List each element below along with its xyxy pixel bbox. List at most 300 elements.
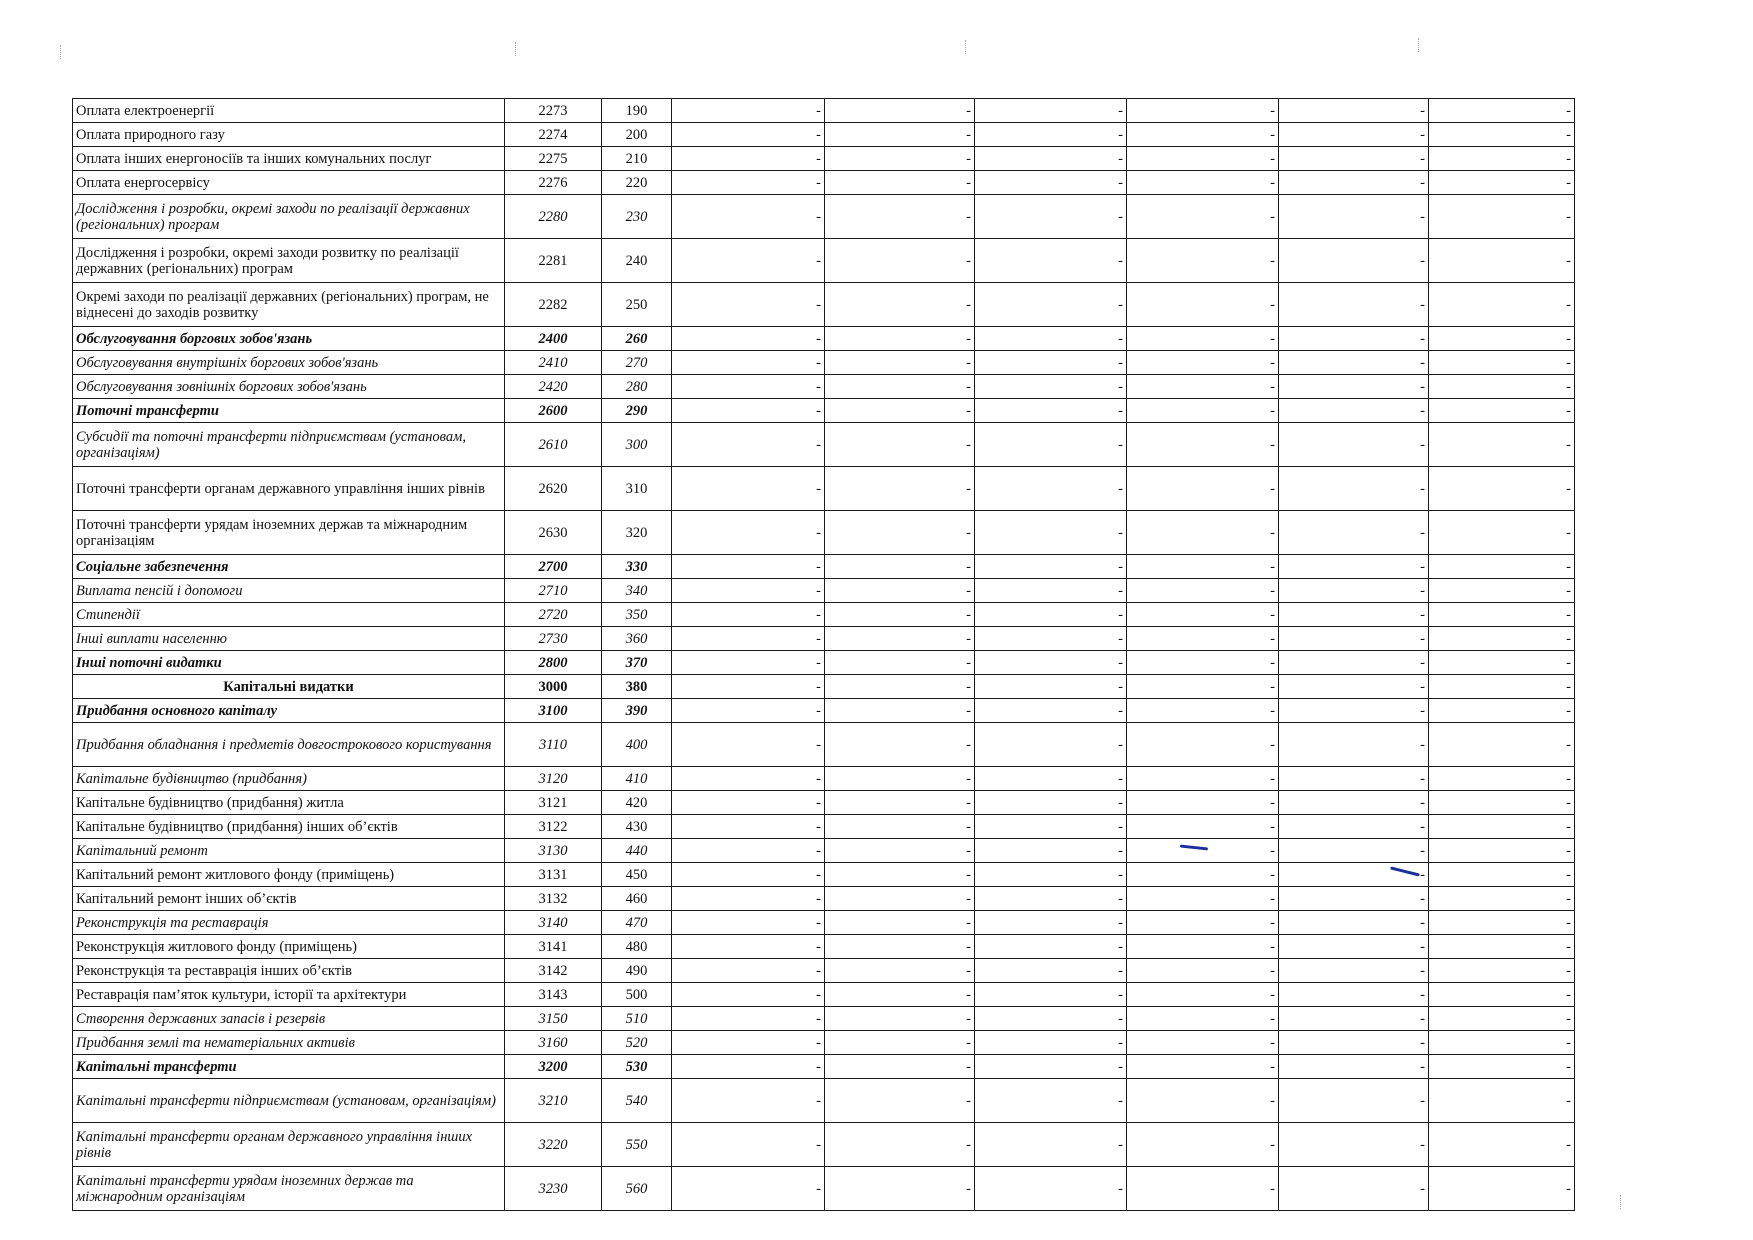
value-cell: - [825,959,975,983]
value-cell: - [825,815,975,839]
value-cell: - [975,99,1127,123]
row-line-cell: 230 [602,195,672,239]
value-cell: - [1127,1079,1279,1123]
value-cell: - [672,1079,825,1123]
value-cell: - [1429,815,1575,839]
value-cell: - [1127,171,1279,195]
row-code-cell: 2730 [505,627,602,651]
row-code-cell: 3131 [505,863,602,887]
value-cell: - [1429,983,1575,1007]
row-name-cell: Стипендії [73,603,505,627]
row-name-cell: Придбання основного капіталу [73,699,505,723]
value-cell: - [1279,195,1429,239]
value-cell: - [1429,887,1575,911]
table-row [73,983,1575,1007]
value-cell: - [1127,839,1279,863]
value-cell: - [975,887,1127,911]
value-cell: - [825,887,975,911]
value-cell: - [1127,675,1279,699]
table-row [73,911,1575,935]
row-code-cell: 2281 [505,239,602,283]
value-cell: - [825,1123,975,1167]
row-line-cell: 410 [602,767,672,791]
row-line-cell: 470 [602,911,672,935]
table-row [73,791,1575,815]
value-cell: - [825,699,975,723]
row-name-cell: Реставрація пам’яток культури, історії та архітектури [73,983,505,1007]
value-cell: - [1127,327,1279,351]
row-line-cell: 390 [602,699,672,723]
value-cell: - [672,99,825,123]
row-name-cell: Капітальні трансферти підприємствам (установам, організаціям) [73,1079,505,1123]
row-line-cell: 560 [602,1167,672,1211]
table-row [73,467,1575,511]
table-row [73,1123,1575,1167]
row-line-cell: 520 [602,1031,672,1055]
value-cell: - [1127,887,1279,911]
value-cell: - [825,375,975,399]
value-cell: - [975,555,1127,579]
value-cell: - [825,627,975,651]
value-cell: - [1279,815,1429,839]
value-cell: - [1429,699,1575,723]
value-cell: - [672,767,825,791]
value-cell: - [1429,675,1575,699]
value-cell: - [1279,1123,1429,1167]
value-cell: - [672,699,825,723]
row-name-cell: Обслуговування внутрішніх боргових зобов'язань [73,351,505,375]
value-cell: - [825,327,975,351]
value-cell: - [1127,351,1279,375]
value-cell: - [825,423,975,467]
row-code-cell: 3110 [505,723,602,767]
row-name-cell: Інші поточні видатки [73,651,505,675]
row-line-cell: 190 [602,99,672,123]
value-cell: - [1279,579,1429,603]
value-cell: - [975,983,1127,1007]
value-cell: - [1127,123,1279,147]
value-cell: - [825,675,975,699]
value-cell: - [1429,1079,1575,1123]
value-cell: - [1279,555,1429,579]
value-cell: - [1127,959,1279,983]
value-cell: - [1127,511,1279,555]
row-code-cell: 2600 [505,399,602,423]
value-cell: - [672,603,825,627]
value-cell: - [672,1007,825,1031]
row-name-cell: Капітальне будівництво (придбання) інших об’єктів [73,815,505,839]
value-cell: - [672,1167,825,1211]
value-cell: - [672,887,825,911]
row-line-cell: 480 [602,935,672,959]
row-line-cell: 370 [602,651,672,675]
value-cell: - [1127,1123,1279,1167]
value-cell: - [1429,911,1575,935]
value-cell: - [1429,467,1575,511]
value-cell: - [825,195,975,239]
value-cell: - [975,935,1127,959]
value-cell: - [1429,171,1575,195]
value-cell: - [1279,699,1429,723]
row-code-cell: 2710 [505,579,602,603]
table-row [73,1031,1575,1055]
value-cell: - [1279,863,1429,887]
value-cell: - [975,863,1127,887]
value-cell: - [1279,627,1429,651]
value-cell: - [825,839,975,863]
value-cell: - [1429,767,1575,791]
value-cell: - [1127,1167,1279,1211]
row-name-cell: Соціальне забезпечення [73,555,505,579]
value-cell: - [975,375,1127,399]
value-cell: - [825,767,975,791]
value-cell: - [1279,839,1429,863]
table-row [73,1055,1575,1079]
value-cell: - [1279,791,1429,815]
value-cell: - [975,147,1127,171]
row-name-cell: Реконструкція та реставрація інших об’єктів [73,959,505,983]
value-cell: - [672,627,825,651]
value-cell: - [672,351,825,375]
value-cell: - [1279,239,1429,283]
value-cell: - [672,239,825,283]
value-cell: - [1429,579,1575,603]
row-code-cell: 3230 [505,1167,602,1211]
row-code-cell: 2700 [505,555,602,579]
table-row [73,351,1575,375]
row-line-cell: 440 [602,839,672,863]
row-code-cell: 2280 [505,195,602,239]
value-cell: - [672,791,825,815]
row-code-cell: 3132 [505,887,602,911]
value-cell: - [672,327,825,351]
table-row [73,1079,1575,1123]
row-name-cell: Окремі заходи по реалізації державних (регіональних) програм, не віднесені до заходів розвитку [73,283,505,327]
value-cell: - [1429,239,1575,283]
value-cell: - [1429,1055,1575,1079]
table-row [73,327,1575,351]
row-line-cell: 200 [602,123,672,147]
value-cell: - [975,283,1127,327]
row-line-cell: 350 [602,603,672,627]
value-cell: - [672,1055,825,1079]
value-cell: - [1127,239,1279,283]
row-code-cell: 3150 [505,1007,602,1031]
value-cell: - [1127,555,1279,579]
row-name-cell: Оплата електроенергії [73,99,505,123]
value-cell: - [1279,675,1429,699]
value-cell: - [975,767,1127,791]
row-code-cell: 3120 [505,767,602,791]
value-cell: - [1127,375,1279,399]
value-cell: - [825,579,975,603]
value-cell: - [975,423,1127,467]
table-row [73,935,1575,959]
value-cell: - [975,675,1127,699]
value-cell: - [672,375,825,399]
value-cell: - [672,283,825,327]
value-cell: - [825,1007,975,1031]
value-cell: - [975,1007,1127,1031]
value-cell: - [672,1031,825,1055]
row-code-cell: 3000 [505,675,602,699]
value-cell: - [1127,699,1279,723]
value-cell: - [825,99,975,123]
table-body [73,99,1575,1211]
row-code-cell: 2282 [505,283,602,327]
value-cell: - [672,959,825,983]
value-cell: - [1429,511,1575,555]
row-name-cell: Оплата природного газу [73,123,505,147]
value-cell: - [1429,423,1575,467]
value-cell: - [825,1031,975,1055]
value-cell: - [975,579,1127,603]
table-row [73,171,1575,195]
value-cell: - [1429,863,1575,887]
value-cell: - [672,815,825,839]
value-cell: - [975,1055,1127,1079]
expenditure-table [72,98,1575,1211]
value-cell: - [975,511,1127,555]
value-cell: - [1429,627,1575,651]
value-cell: - [825,1079,975,1123]
row-line-cell: 360 [602,627,672,651]
value-cell: - [1279,147,1429,171]
table-row [73,887,1575,911]
value-cell: - [1279,351,1429,375]
row-name-cell: Поточні трансферти органам державного управління інших рівнів [73,467,505,511]
row-name-cell: Обслуговування зовнішніх боргових зобов'язань [73,375,505,399]
table-row [73,555,1575,579]
value-cell: - [1429,1007,1575,1031]
table-row [73,1167,1575,1211]
row-line-cell: 310 [602,467,672,511]
value-cell: - [1127,283,1279,327]
row-name-cell: Капітальне будівництво (придбання) житла [73,791,505,815]
value-cell: - [975,791,1127,815]
row-line-cell: 500 [602,983,672,1007]
table-row [73,675,1575,699]
row-line-cell: 510 [602,1007,672,1031]
value-cell: - [975,699,1127,723]
row-name-cell: Капітальні трансферти органам державного управління інших рівнів [73,1123,505,1167]
value-cell: - [975,327,1127,351]
row-name-cell: Придбання землі та нематеріальних активів [73,1031,505,1055]
value-cell: - [1127,579,1279,603]
value-cell: - [1279,723,1429,767]
value-cell: - [975,627,1127,651]
table-row [73,863,1575,887]
value-cell: - [1279,767,1429,791]
value-cell: - [1279,1167,1429,1211]
value-cell: - [672,511,825,555]
row-line-cell: 320 [602,511,672,555]
table-row [73,399,1575,423]
value-cell: - [975,651,1127,675]
value-cell: - [1279,423,1429,467]
value-cell: - [1127,791,1279,815]
value-cell: - [1429,959,1575,983]
row-name-cell: Капітальний ремонт інших об’єктів [73,887,505,911]
row-code-cell: 2276 [505,171,602,195]
value-cell: - [1127,147,1279,171]
row-name-cell: Реконструкція житлового фонду (приміщень) [73,935,505,959]
row-code-cell: 3121 [505,791,602,815]
row-code-cell: 3140 [505,911,602,935]
value-cell: - [1279,1055,1429,1079]
value-cell: - [1429,1123,1575,1167]
value-cell: - [975,1079,1127,1123]
row-line-cell: 420 [602,791,672,815]
value-cell: - [1279,1031,1429,1055]
table-row [73,123,1575,147]
table-row [73,195,1575,239]
value-cell: - [1127,1007,1279,1031]
row-line-cell: 290 [602,399,672,423]
value-cell: - [672,983,825,1007]
value-cell: - [825,935,975,959]
row-name-cell: Капітальні трансферти [73,1055,505,1079]
value-cell: - [1127,99,1279,123]
value-cell: - [672,123,825,147]
table-row [73,423,1575,467]
row-line-cell: 530 [602,1055,672,1079]
row-code-cell: 3122 [505,815,602,839]
row-name-cell: Виплата пенсій і допомоги [73,579,505,603]
value-cell: - [1127,935,1279,959]
value-cell: - [1127,467,1279,511]
row-code-cell: 2274 [505,123,602,147]
value-cell: - [1429,723,1575,767]
value-cell: - [975,603,1127,627]
row-line-cell: 550 [602,1123,672,1167]
row-line-cell: 340 [602,579,672,603]
value-cell: - [1429,603,1575,627]
value-cell: - [825,555,975,579]
value-cell: - [1429,327,1575,351]
table-row [73,511,1575,555]
value-cell: - [1429,791,1575,815]
value-cell: - [1279,959,1429,983]
row-line-cell: 490 [602,959,672,983]
value-cell: - [1429,935,1575,959]
value-cell: - [975,815,1127,839]
value-cell: - [1127,627,1279,651]
value-cell: - [1279,123,1429,147]
value-cell: - [825,1167,975,1211]
row-line-cell: 450 [602,863,672,887]
value-cell: - [672,171,825,195]
row-code-cell: 2410 [505,351,602,375]
value-cell: - [672,579,825,603]
value-cell: - [1279,1079,1429,1123]
table-row [73,147,1575,171]
table-row [73,283,1575,327]
value-cell: - [1127,911,1279,935]
row-name-cell: Субсидії та поточні трансферти підприємствам (установам, організаціям) [73,423,505,467]
value-cell: - [975,351,1127,375]
value-cell: - [1127,863,1279,887]
value-cell: - [672,911,825,935]
table-row [73,767,1575,791]
row-code-cell: 3210 [505,1079,602,1123]
table-row [73,699,1575,723]
table-row [73,99,1575,123]
row-name-cell: Оплата енергосервісу [73,171,505,195]
value-cell: - [1429,283,1575,327]
row-code-cell: 3141 [505,935,602,959]
row-name-cell: Капітальний ремонт [73,839,505,863]
value-cell: - [825,723,975,767]
row-name-cell: Капітальні трансферти урядам іноземних держав та міжнародним організаціям [73,1167,505,1211]
table-row [73,815,1575,839]
value-cell: - [825,467,975,511]
value-cell: - [1127,195,1279,239]
row-line-cell: 540 [602,1079,672,1123]
row-code-cell: 3160 [505,1031,602,1055]
value-cell: - [1429,651,1575,675]
value-cell: - [1279,983,1429,1007]
row-code-cell: 2630 [505,511,602,555]
value-cell: - [672,839,825,863]
row-name-cell: Капітальне будівництво (придбання) [73,767,505,791]
value-cell: - [672,195,825,239]
table-row [73,239,1575,283]
value-cell: - [1279,603,1429,627]
value-cell: - [672,1123,825,1167]
value-cell: - [1279,935,1429,959]
value-cell: - [1429,399,1575,423]
value-cell: - [825,511,975,555]
value-cell: - [1127,603,1279,627]
value-cell: - [975,839,1127,863]
value-cell: - [825,911,975,935]
value-cell: - [1279,327,1429,351]
value-cell: - [825,283,975,327]
value-cell: - [825,651,975,675]
value-cell: - [672,399,825,423]
value-cell: - [975,171,1127,195]
value-cell: - [825,147,975,171]
table-row [73,723,1575,767]
row-code-cell: 2610 [505,423,602,467]
row-line-cell: 260 [602,327,672,351]
value-cell: - [1279,1007,1429,1031]
row-line-cell: 250 [602,283,672,327]
row-name-cell: Придбання обладнання і предметів довгострокового користування [73,723,505,767]
value-cell: - [825,791,975,815]
value-cell: - [1279,399,1429,423]
value-cell: - [825,239,975,283]
row-code-cell: 3200 [505,1055,602,1079]
value-cell: - [672,147,825,171]
value-cell: - [1429,555,1575,579]
value-cell: - [1127,423,1279,467]
row-code-cell: 2273 [505,99,602,123]
row-code-cell: 3142 [505,959,602,983]
value-cell: - [975,239,1127,283]
table-row [73,839,1575,863]
value-cell: - [1279,511,1429,555]
row-name-cell: Створення державних запасів і резервів [73,1007,505,1031]
row-code-cell: 2620 [505,467,602,511]
value-cell: - [1127,815,1279,839]
value-cell: - [825,863,975,887]
value-cell: - [1127,723,1279,767]
row-code-cell: 2420 [505,375,602,399]
row-code-cell: 3143 [505,983,602,1007]
value-cell: - [975,1031,1127,1055]
